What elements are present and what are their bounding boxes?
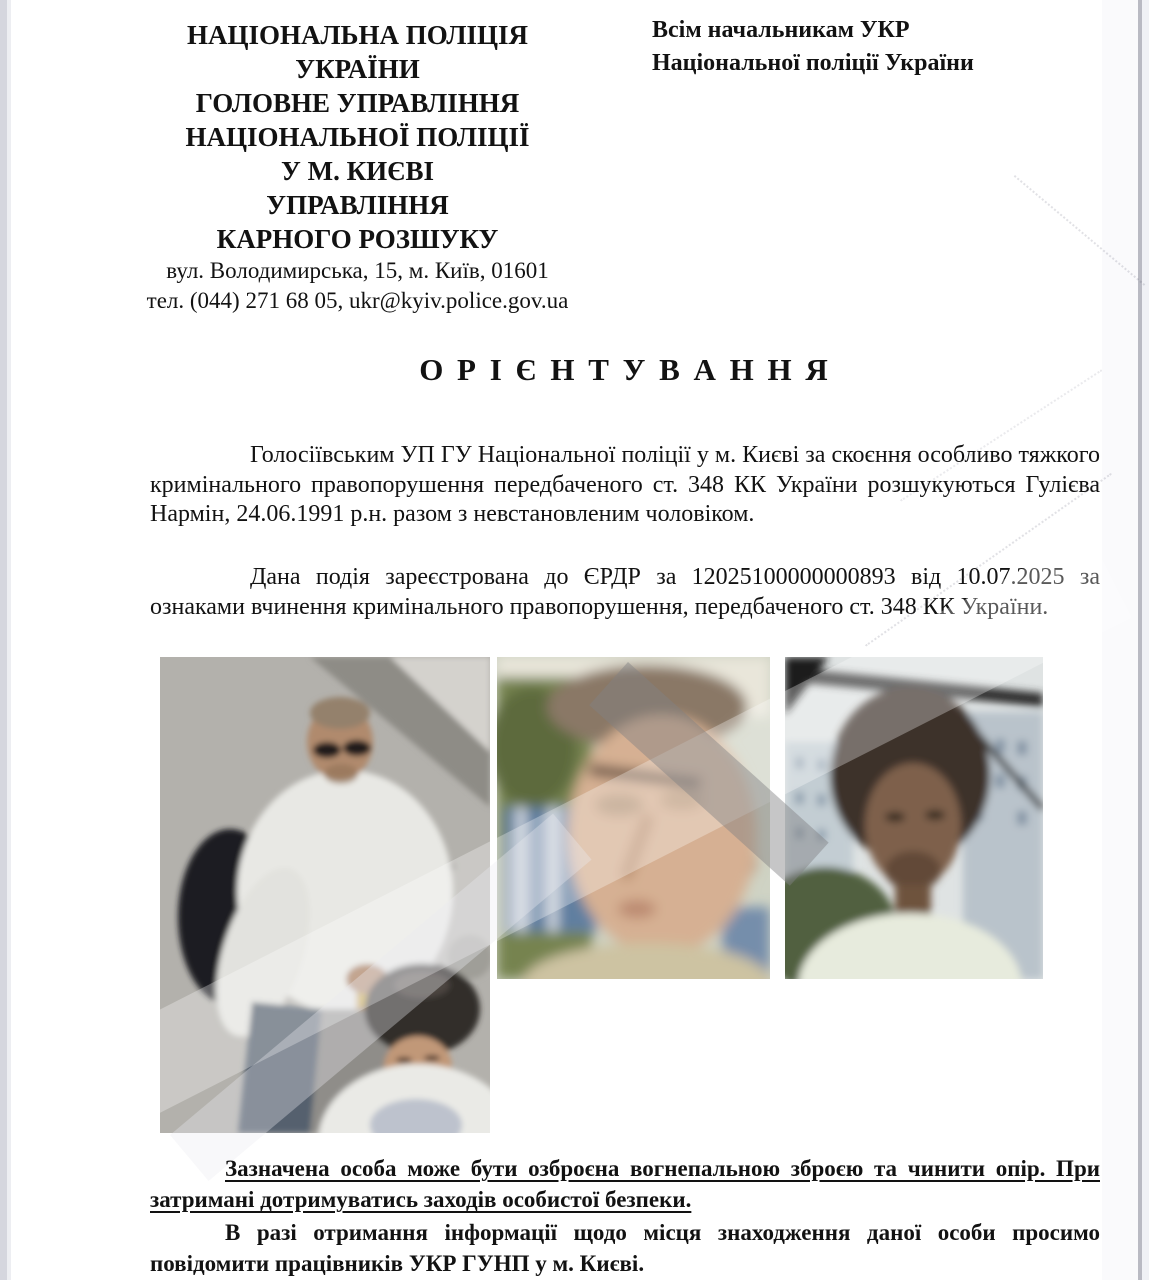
suspect-photo-woman-face [497,657,770,979]
document-title: О Р І Є Н Т У В А Н Н Я [419,352,831,387]
suspect-photo-unidentified-man [785,657,1043,979]
org-name-line: УПРАВЛІННЯ [266,190,449,220]
paragraph-case-summary: Голосіївським УП ГУ Національної поліції у м. Києві за скоєння особливо тяжкого кримінального правопорушення передбаченого ст. 348 КК України розшукуються Гулієва Нармін, 24.06.1991 р.н. разом з невстановленим чоловіком. [150,442,1100,527]
org-name-line: НАЦІОНАЛЬНА ПОЛІЦІЯ [186,20,529,50]
addressee-line: Всім начальникам УКР [652,17,910,43]
left-edge-fade [7,0,11,1280]
addressee-line: Національної поліції України [652,50,974,76]
org-name-line: УКРАЇНИ [295,54,420,84]
suspect-photo-couple-walking [160,657,490,1133]
left-edge-strip [0,0,7,1280]
org-phone-email: тел. (044) 271 68 05, ukr@kyiv.police.gov.ua [146,288,569,313]
org-name-line: ГОЛОВНЕ УПРАВЛІННЯ [195,88,520,118]
paragraph-report-request: В разі отримання інформації щодо місця знаходження даної особи просимо повідомити працівників УКР ГУНП у м. Києві. [150,1220,1100,1276]
paragraph-armed-warning: Зазначена особа може бути озброєна вогнепальною зброєю та чинити опір. При затримані дотримуватись заходів особистої безпеки. [150,1156,1100,1212]
org-name-line: НАЦІОНАЛЬНОЇ ПОЛІЦІЇ [185,122,530,152]
addressee-block [652,14,1062,80]
letterhead-org-block [125,18,590,316]
org-name-line: У М. КИЄВІ [281,156,434,186]
right-edge-strip [1142,0,1149,1280]
org-address: вул. Володимирська, 15, м. Київ, 01601 [166,258,549,283]
right-margin-shade [1102,0,1138,1280]
paragraph-erdr-registration: Дана подія зареєстрована до ЄРДР за 12025100000000893 від 10.07.2025 за ознаками вчинення кримінального правопорушення, передбаченого ст. 348 КК України. [150,564,1100,620]
org-name-line: КАРНОГО РОЗШУКУ [216,224,499,254]
